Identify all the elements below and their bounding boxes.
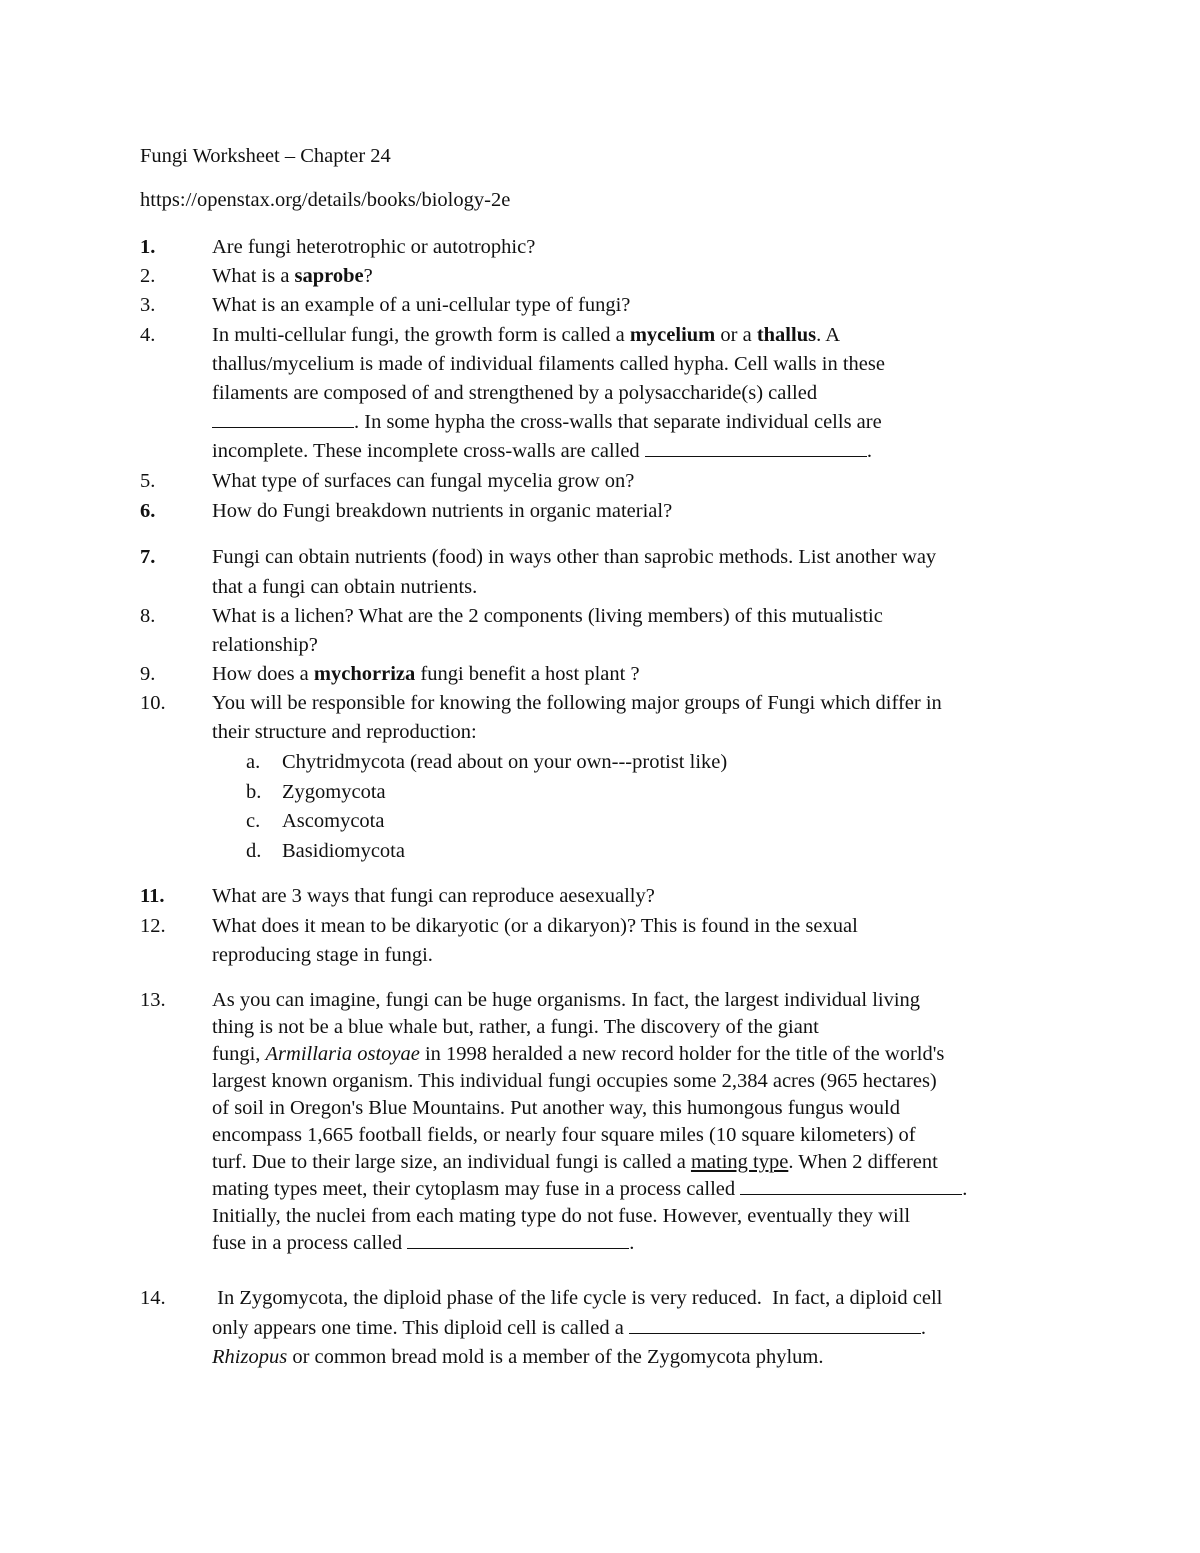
text-span: How does a: [212, 663, 314, 685]
question-number: 8.: [140, 605, 156, 627]
text-span: incomplete. These incomplete cross-walls are called: [212, 440, 645, 462]
answer-blank[interactable]: [629, 1315, 921, 1334]
question-12-line-2: reproducing stage in fungi.: [212, 944, 433, 966]
text-span: ?: [363, 265, 373, 287]
bold-term: thallus: [756, 324, 817, 346]
question-13-line-5: of soil in Oregon's Blue Mountains. Put another way, this humongous fungus would: [212, 1097, 900, 1119]
text-span: in 1998 heralded a new record holder for the title of the world's: [419, 1043, 945, 1065]
list-letter: b.: [246, 781, 262, 803]
question-2-text: [212, 262, 373, 291]
question-number: 10.: [140, 692, 166, 714]
text-span: . When 2 different: [788, 1151, 938, 1173]
question-13-line-7: [212, 1148, 938, 1177]
question-number: 13.: [140, 989, 166, 1011]
question-3-text: What is an example of a uni-cellular type of fungi?: [212, 294, 631, 316]
text-span: turf. Due to their large size, an individual fungi is called a: [212, 1151, 691, 1173]
answer-blank[interactable]: [740, 1176, 962, 1195]
bold-term: mycelium: [629, 324, 716, 346]
question-4-line-5: [212, 437, 872, 466]
text-span: fungi,: [212, 1043, 266, 1065]
question-12-line-1: What does it mean to be dikaryotic (or a dikaryon)? This is found in the sexual: [212, 915, 858, 937]
question-11-text: What are 3 ways that fungi can reproduce aesexually?: [212, 885, 655, 907]
question-number: 1.: [140, 236, 156, 258]
question-13-line-8: [212, 1175, 967, 1204]
text-span: .: [629, 1232, 635, 1254]
question-4-line-3: filaments are composed of and strengthened by a polysaccharide(s) called: [212, 382, 818, 404]
question-9-text: [212, 660, 640, 689]
fungi-group-item: Chytridmycota (read about on your own---protist like): [282, 751, 728, 773]
text-span: or common bread mold is a member of the Zygomycota phylum.: [287, 1346, 824, 1368]
question-number: 4.: [140, 324, 156, 346]
question-13-line-3: [212, 1040, 944, 1069]
question-number: 11.: [140, 885, 165, 907]
text-span: . In some hypha the cross-walls that separate individual cells are: [354, 411, 882, 433]
question-6-text: How do Fungi breakdown nutrients in organic material?: [212, 500, 673, 522]
question-13-line-10: [212, 1229, 634, 1258]
question-14-line-3: [212, 1343, 823, 1372]
text-span: . A: [816, 324, 841, 346]
text-span: fuse in a process called: [212, 1232, 408, 1254]
question-number: 7.: [140, 546, 156, 568]
bold-term: saprobe: [294, 265, 364, 287]
list-letter: d.: [246, 840, 262, 862]
text-span: or a: [715, 324, 757, 346]
question-number: 3.: [140, 294, 156, 316]
fungi-group-item: Basidiomycota: [282, 840, 405, 862]
answer-blank[interactable]: [407, 1230, 629, 1249]
question-number: 9.: [140, 663, 156, 685]
question-number: 14.: [140, 1287, 166, 1309]
text-span: fungi benefit a host plant ?: [415, 663, 640, 685]
answer-blank[interactable]: [645, 438, 867, 457]
text-span: .: [866, 440, 872, 462]
question-8-line-2: relationship?: [212, 634, 318, 656]
question-10-line-2: their structure and reproduction:: [212, 721, 477, 743]
underlined-term: mating type: [690, 1151, 789, 1173]
question-4-line-4: [212, 408, 882, 437]
fungi-group-item: Ascomycota: [282, 810, 385, 832]
question-number: 5.: [140, 470, 156, 492]
question-13-line-4: largest known organism. This individual fungi occupies some 2,384 acres (965 hectares): [212, 1070, 937, 1092]
question-13-line-9: Initially, the nuclei from each mating type do not fuse. However, eventually they will: [212, 1205, 911, 1227]
bold-term: mychorriza: [313, 663, 416, 685]
question-number: 2.: [140, 265, 156, 287]
italic-species: Armillaria ostoyae: [265, 1043, 420, 1065]
text-span: What is a: [212, 265, 295, 287]
question-8-line-1: What is a lichen? What are the 2 components (living members) of this mutualistic: [212, 605, 883, 627]
question-1-text: Are fungi heterotrophic or autotrophic?: [212, 236, 536, 258]
question-14-line-2: [212, 1314, 926, 1343]
text-span: only appears one time. This diploid cell is called a: [212, 1317, 629, 1339]
text-span: In multi-cellular fungi, the growth form is called a: [212, 324, 630, 346]
list-letter: a.: [246, 751, 261, 773]
question-10-line-1: You will be responsible for knowing the following major groups of Fungi which differ in: [212, 692, 942, 714]
question-number: 6.: [140, 500, 156, 522]
text-span: mating types meet, their cytoplasm may fuse in a process called: [212, 1178, 741, 1200]
question-7-line-1: Fungi can obtain nutrients (food) in ways other than saprobic methods. List another way: [212, 546, 937, 568]
text-span: .: [962, 1178, 968, 1200]
question-7-line-2: that a fungi can obtain nutrients.: [212, 576, 478, 598]
question-13-line-1: As you can imagine, fungi can be huge organisms. In fact, the largest individual living: [212, 989, 921, 1011]
question-4-line-1: [212, 321, 840, 350]
question-4-line-2: thallus/mycelium is made of individual filaments called hypha. Cell walls in these: [212, 353, 885, 375]
question-number: 12.: [140, 915, 166, 937]
text-span: .: [920, 1317, 927, 1339]
answer-blank[interactable]: [212, 409, 354, 428]
question-5-text: What type of surfaces can fungal mycelia grow on?: [212, 470, 635, 492]
question-14-line-1: In Zygomycota, the diploid phase of the life cycle is very reduced. In fact, a diploid cell: [212, 1287, 943, 1309]
page-title: Fungi Worksheet – Chapter 24: [140, 145, 391, 167]
fungi-group-item: Zygomycota: [282, 781, 386, 803]
question-13-line-6: encompass 1,665 football fields, or nearly four square miles (10 square kilometers) of: [212, 1124, 916, 1146]
question-13-line-2: thing is not be a blue whale but, rather, a fungi. The discovery of the giant: [212, 1016, 819, 1038]
italic-genus: Rhizopus: [212, 1346, 288, 1368]
source-url: https://openstax.org/details/books/biology-2e: [140, 189, 511, 211]
list-letter: c.: [246, 810, 261, 832]
